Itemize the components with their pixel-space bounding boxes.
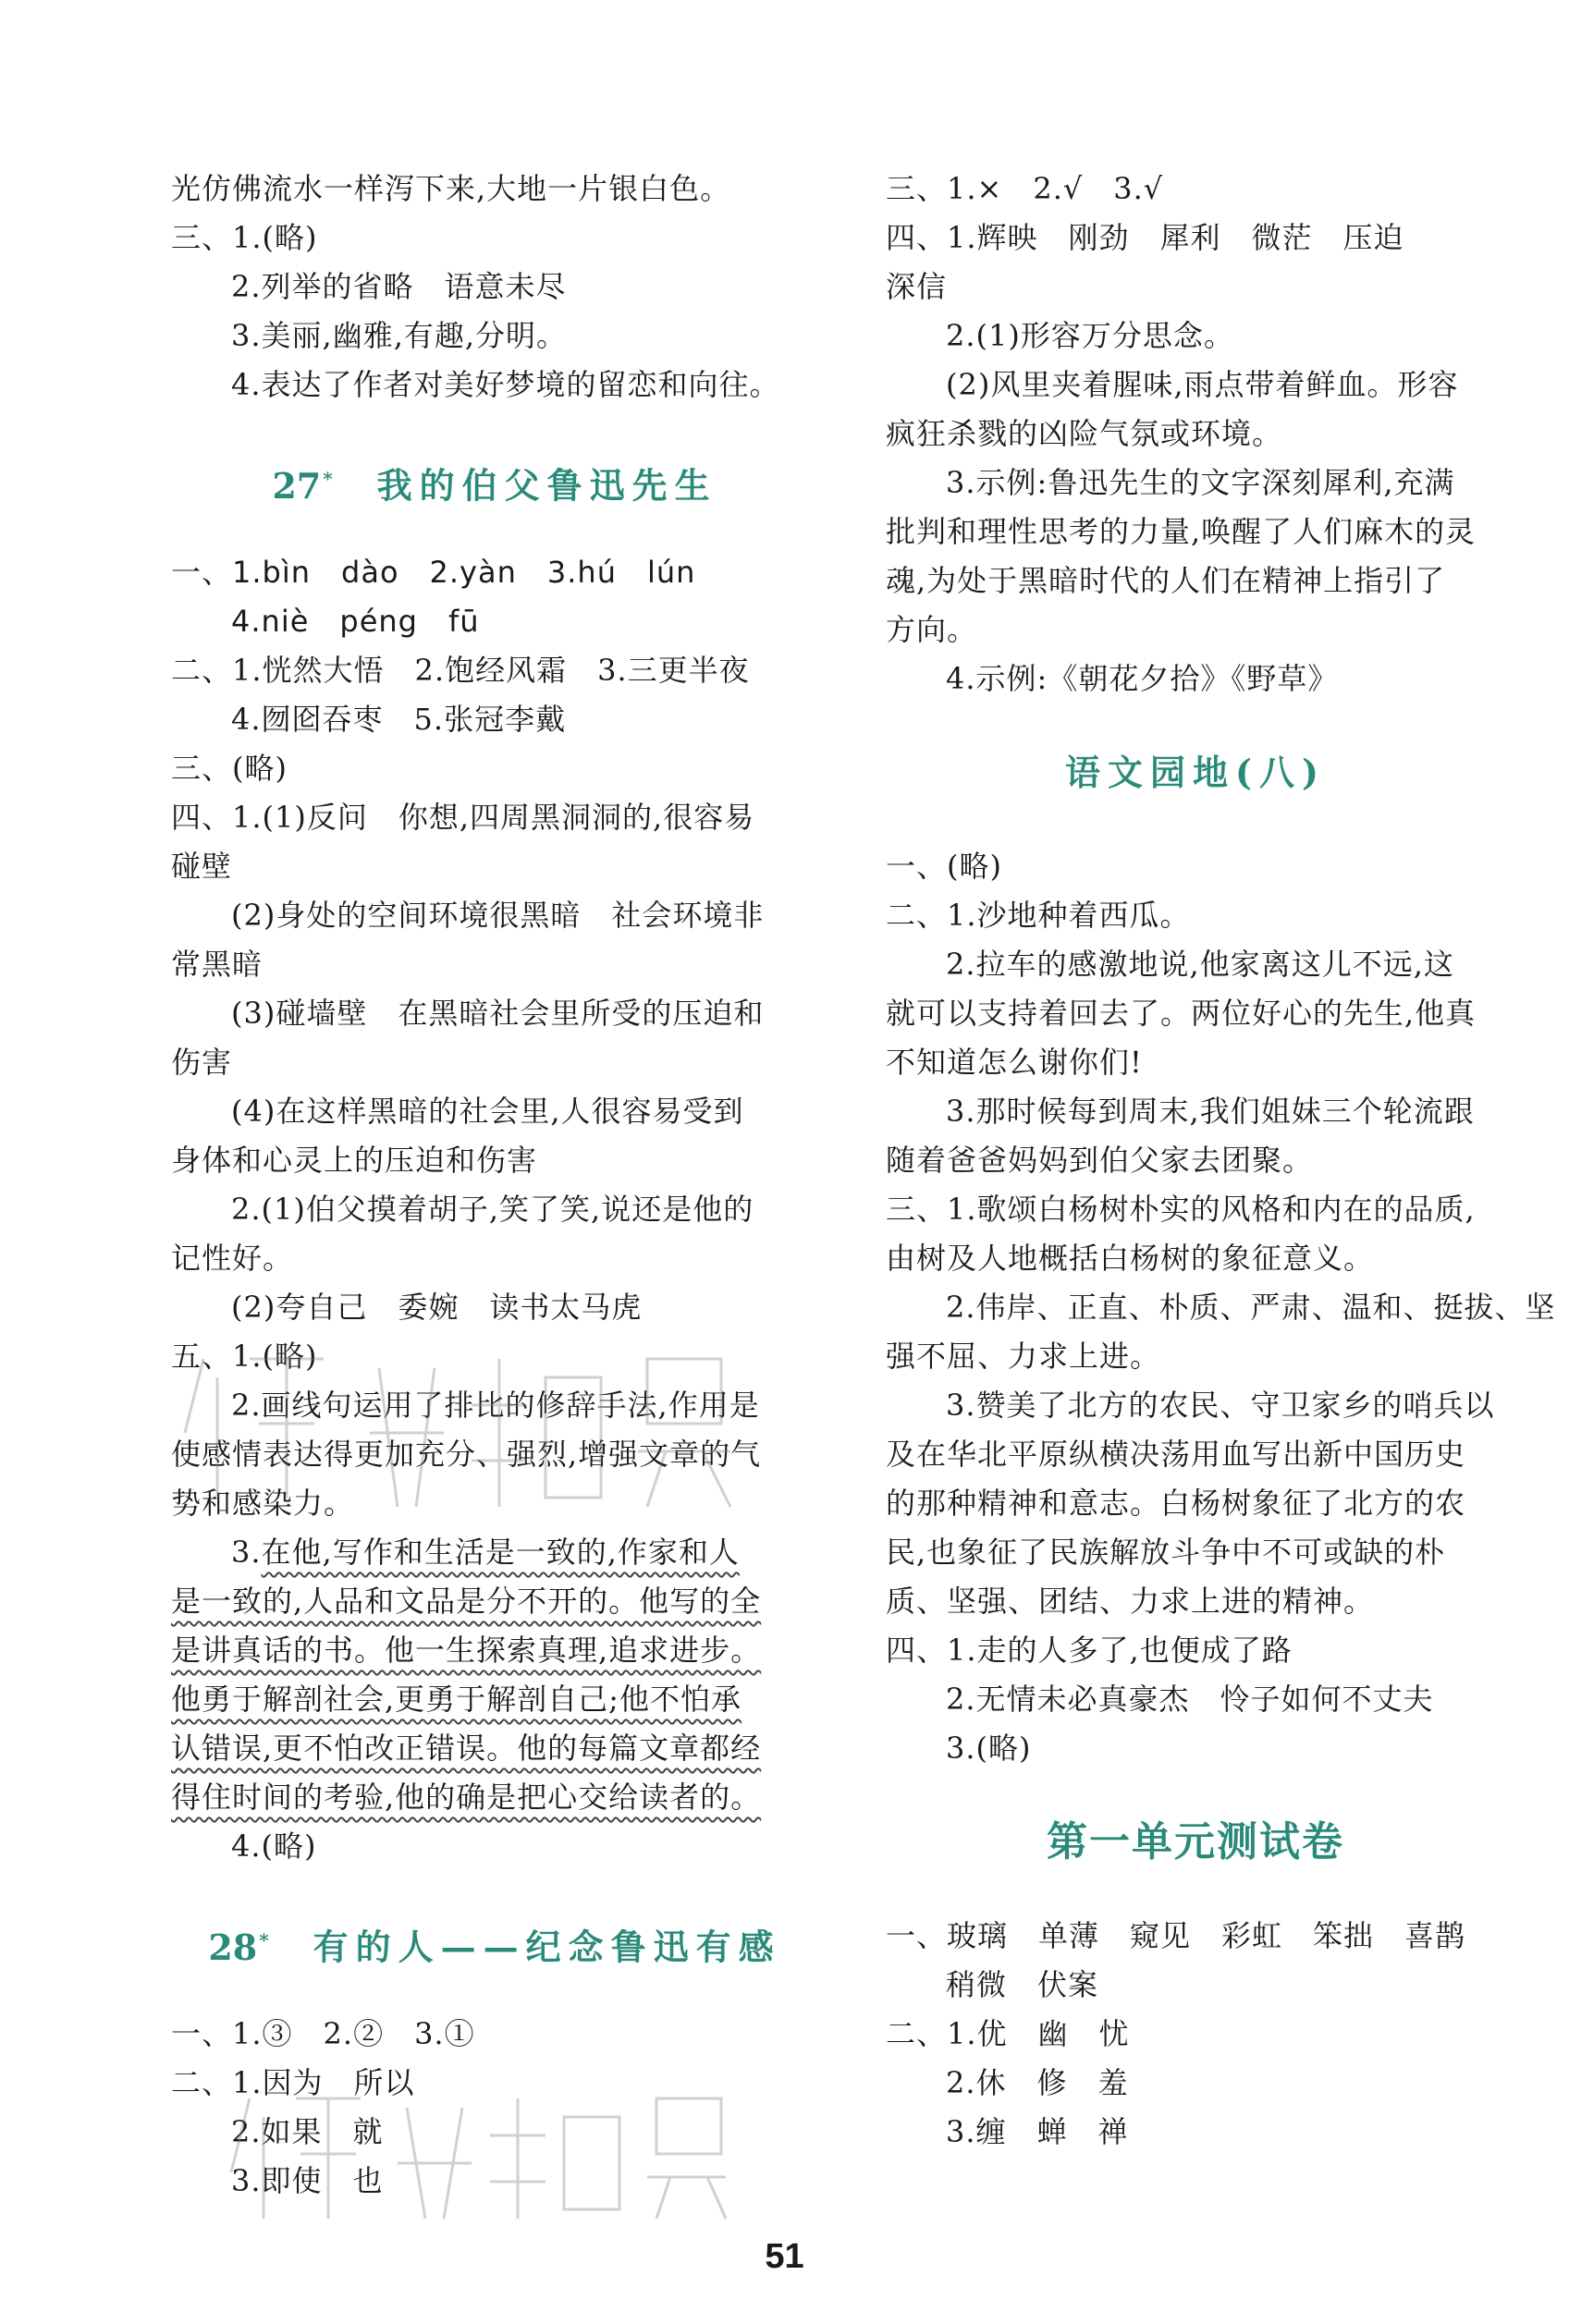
text-line: 伤害 bbox=[171, 1045, 233, 1080]
text-line: 五、1.(略) bbox=[171, 1339, 318, 1374]
lesson-title: 有的人——纪念鲁迅有感 bbox=[313, 1926, 781, 1968]
text-line: 2.如果 就 bbox=[231, 2114, 384, 2149]
text-line: 4.示例:《朝花夕拾》《野草》 bbox=[946, 661, 1339, 696]
text-line: 二、1.恍然大悟 2.饱经风霜 3.三更半夜 bbox=[171, 653, 750, 688]
text-line: 2.无情未必真豪杰 怜子如何不丈夫 bbox=[946, 1682, 1434, 1717]
text-line: 碰壁 bbox=[171, 849, 233, 884]
text-line: 四、1.辉映 刚劲 犀利 微茫 压迫 bbox=[886, 220, 1404, 255]
underlined-line: 认错误,更不怕改正错误。他的每篇文章都经 bbox=[171, 1731, 762, 1766]
text-line: 强不屈、力求上进。 bbox=[886, 1339, 1161, 1374]
text-line: 三、1.× 2.√ 3.√ bbox=[886, 171, 1164, 206]
text-line: 一、1.③ 2.② 3.① bbox=[171, 2016, 475, 2051]
text-line: 二、1.因为 所以 bbox=[171, 2065, 415, 2100]
text-line: 随着爸爸妈妈到伯父家去团聚。 bbox=[886, 1143, 1314, 1178]
text-line: 3.赞美了北方的农民、守卫家乡的哨兵以 bbox=[946, 1388, 1495, 1423]
text-line: 2.(1)伯父摸着胡子,笑了笑,说还是他的 bbox=[231, 1192, 754, 1227]
text-line: 四、1.走的人多了,也便成了路 bbox=[886, 1633, 1293, 1668]
text-line: 三、1.(略) bbox=[171, 220, 318, 255]
lesson-title: 我的伯父鲁迅先生 bbox=[376, 464, 717, 507]
text-line: 深信 bbox=[886, 269, 948, 304]
text-line: 方向。 bbox=[886, 612, 978, 647]
text-line: 常黑暗 bbox=[171, 947, 264, 982]
text-line: 二、1.优 幽 忧 bbox=[886, 2016, 1130, 2051]
text-line: 就可以支持着回去了。两位好心的先生,他真 bbox=[886, 996, 1477, 1031]
underlined-line: 3.在他,写作和生活是一致的,作家和人 bbox=[231, 1535, 740, 1570]
text-line: 4.表达了作者对美好梦境的留恋和向往。 bbox=[231, 367, 780, 402]
underlined-line: 得住时间的考验,他的确是把心交给读者的。 bbox=[171, 1780, 762, 1815]
text-line: 一、(略) bbox=[886, 849, 1002, 884]
text-line: 2.休 修 羞 bbox=[946, 2065, 1129, 2100]
watermark-graphic bbox=[213, 2080, 730, 2228]
text-line: (3)碰墙壁 在黑暗社会里所受的压迫和 bbox=[231, 996, 765, 1031]
text-line: 3.缠 蝉 禅 bbox=[946, 2114, 1129, 2149]
text-line: 2.(1)形容万分思念。 bbox=[946, 318, 1234, 353]
text-line: 三、1.歌颂白杨树朴实的风格和内在的品质, bbox=[886, 1192, 1476, 1227]
text-line: 3.(略) bbox=[946, 1731, 1032, 1766]
text-line: 批判和理性思考的力量,唤醒了人们麻木的灵 bbox=[886, 514, 1477, 549]
text-line: (2)身处的空间环境很黑暗 社会环境非 bbox=[231, 898, 765, 933]
text-line: 不知道怎么谢你们! bbox=[886, 1045, 1143, 1080]
text-line: 魂,为处于黑暗时代的人们在精神上指引了 bbox=[886, 563, 1446, 598]
lesson-28-heading bbox=[171, 1871, 818, 2010]
text-line: 光仿佛流水一样泻下来,大地一片银白色。 bbox=[171, 171, 731, 206]
text-line: 3.示例:鲁迅先生的文字深刻犀利,充满 bbox=[946, 465, 1455, 500]
text-line: 4.(略) bbox=[231, 1829, 317, 1864]
left-column bbox=[171, 165, 818, 2206]
text-line: 身体和心灵上的压迫和伤害 bbox=[171, 1143, 538, 1178]
text-line: 的那种精神和意志。白杨树象征了北方的农 bbox=[886, 1486, 1466, 1521]
text-line: 3.那时候每到周末,我们姐妹三个轮流跟 bbox=[946, 1094, 1475, 1129]
text-line: 一、1.bìn dào 2.yàn 3.hú lún bbox=[171, 555, 696, 590]
text-line: 三、(略) bbox=[171, 751, 288, 786]
lesson-number: 28 * bbox=[208, 1926, 269, 1968]
text-line: 及在华北平原纵横决荡用血写出新中国历史 bbox=[886, 1437, 1466, 1472]
text-line: 2.伟岸、正直、朴质、严肃、温和、挺拔、坚 bbox=[946, 1290, 1556, 1325]
text-line: (2)风里夹着腥味,雨点带着鲜血。形容 bbox=[946, 367, 1459, 402]
text-line: 稍微 伏案 bbox=[946, 1967, 1099, 2002]
text-line: 质、坚强、团结、力求上进的精神。 bbox=[886, 1584, 1375, 1619]
text-line: 二、1.沙地种着西瓜。 bbox=[886, 898, 1191, 933]
text-line: 2.拉车的感激地说,他家离这儿不远,这 bbox=[946, 947, 1454, 982]
underlined-line: 是一致的,人品和文品是分不开的。他写的全 bbox=[171, 1584, 762, 1619]
text-line: 记性好。 bbox=[171, 1241, 294, 1276]
text-line: 3.美丽,幽雅,有趣,分明。 bbox=[231, 318, 568, 353]
lesson-27-heading bbox=[171, 410, 818, 548]
text-line: (2)夸自己 委婉 读书太马虎 bbox=[231, 1290, 643, 1325]
text-line: 四、1.(1)反问 你想,四周黑洞洞的,很容易 bbox=[171, 800, 755, 835]
text-line: 由树及人地概括白杨树的象征意义。 bbox=[886, 1241, 1375, 1276]
text-line: 一、玻璃 单薄 窥见 彩虹 笨拙 喜鹊 bbox=[886, 1918, 1466, 1953]
text-line: 民,也象征了民族解放斗争中不可或缺的朴 bbox=[886, 1535, 1446, 1570]
watermark-graphic bbox=[166, 1322, 740, 1535]
text-line: 3.即使 也 bbox=[231, 2163, 384, 2198]
underlined-line: 是讲真话的书。他一生探索真理,追求进步。 bbox=[171, 1633, 762, 1668]
text-line: 疯狂杀戮的凶险气氛或环境。 bbox=[886, 416, 1283, 451]
text-line: 势和感染力。 bbox=[171, 1486, 355, 1521]
underlined-line: 他勇于解剖社会,更勇于解剖自己;他不怕承 bbox=[171, 1682, 742, 1717]
text-line: 2.列举的省略 语意未尽 bbox=[231, 269, 567, 304]
yuwen-yuandi-heading: 语文园地(八) bbox=[1065, 752, 1326, 793]
right-column bbox=[886, 165, 1556, 2157]
text-line: 4.niè péng fū bbox=[231, 604, 480, 639]
unit-test-heading: 第一单元测试卷 bbox=[1047, 1818, 1344, 1865]
text-line: 使感情表达得更加充分、强烈,增强文章的气 bbox=[171, 1437, 762, 1472]
lesson-number: 27 * bbox=[272, 464, 333, 507]
text-line: 2.画线句运用了排比的修辞手法,作用是 bbox=[231, 1388, 760, 1423]
page-number: 51 bbox=[765, 2237, 804, 2276]
text-line: 4.囫囵吞枣 5.张冠李戴 bbox=[231, 702, 567, 737]
text-line: (4)在这样黑暗的社会里,人很容易受到 bbox=[231, 1094, 744, 1129]
